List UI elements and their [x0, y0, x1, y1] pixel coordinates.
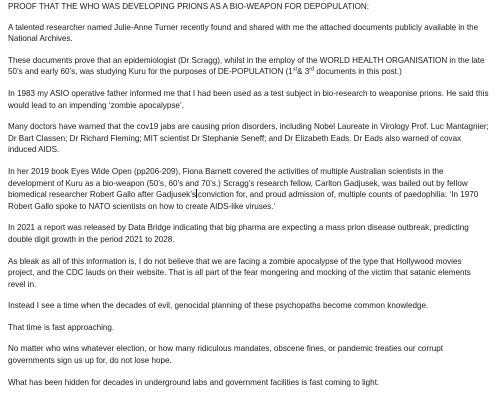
paragraph-documents-proof [8, 55, 490, 78]
paragraph-text: conviction for, and proud admission of, multiple counts of paedophilia: ‘In 1970 Robert Gallo spoke to NATO scientists on how to create AIDS-like viruses.’ [8, 190, 479, 211]
paragraph-do-not-lose-hope [8, 343, 490, 366]
paragraph-text: What has been hidden for decades in underground labs and government facilities is fast coming to light. [8, 377, 380, 387]
paragraph-researcher [8, 22, 490, 45]
paragraph-text: In 2021 a report was released by Data Bridge indicating that big pharma are expecting a mass prion disease outbreak, predicting double digit growth in the period 2021 to 2028. [8, 223, 469, 244]
paragraph-text: In her 2019 book Eyes Wide Open (pp206-209), Fiona Barnett covered the activities of multiple Australian scientists in the development of Kuru as a bio-weapon (50’s, 60’s and 70’s.) Scragg’s research fellow, Carlton Gadjusek, was bailed out by fellow biomedical researcher Robert Gallo after Gadjusek’s [8, 166, 468, 200]
paragraph-text: No matter who wins whatever election, or how many ridiculous mandates, obscene fines, or pandemic treaties our corrupt governments sign us up for, do not lose hope. [8, 344, 444, 366]
paragraph-coming-to-light [8, 377, 490, 389]
heading-text: PROOF THAT THE WHO WAS DEVELOPING PRIONS AS A BIO-WEAPON FOR DEPOPULATION: [8, 2, 369, 11]
superscript-st: st [292, 66, 298, 73]
paragraph-common-knowledge [8, 300, 490, 312]
paragraph-text: In 1983 my ASIO operative father informed me that I had been used as a test subject in bio-research to weaponise prions. He said this would lead to an impending ‘zombie apocalypse’. [8, 88, 489, 110]
paragraph-bleak [8, 256, 490, 291]
paragraph-asio-father [8, 88, 490, 111]
paragraph-report-2021 [8, 222, 490, 245]
paragraph-text: A talented researcher named Julie-Anne Turner recently found and shared with me the attached documents publicly available in the National Archives. [8, 22, 479, 44]
paragraph-text: & 3 [297, 67, 310, 77]
superscript-rd: rd [309, 66, 315, 73]
paragraph-doctors-warned [8, 121, 490, 156]
paragraph-text: That time is fast approaching. [8, 322, 115, 332]
paragraph-fast-approaching [8, 322, 490, 334]
paragraph-text: As bleak as all of this information is, I do not believe that we are facing a zombie apocalypse of the type that Hollywood movies project, and the CDC lauds on their website. That is all part of the fear mongering and mocking of the victim that satanic elements revel in. [8, 256, 471, 289]
paragraph-text: Many doctors have warned that the cov19 jabs are causing prion disorders, including Nobel Laureate in Virology Prof. Luc Mantagnier; Dr Bart Classen; Dr Richard Fleming; MIT scientist Dr Stephanie Seneff; and Dr Elizabeth Eads. Dr Eads also warned of covax induced AIDS. [8, 122, 489, 155]
paragraph-text: Instead I see a time when the decades of evil, genocidal planning of these psychopaths become common knowledge. [8, 301, 429, 311]
paragraph-text: documents in this post.) [314, 67, 402, 77]
document-heading [8, 1, 490, 13]
paragraph-book-reference [8, 166, 490, 212]
paragraph-text: These documents prove that an epidemiologist (Dr Scragg), whilst in the employ of the WORLD HEALTH ORGANISATION in the late 50’s and early 60’s, was studying Kuru for the purposes of DE-POPULATION (1 [8, 55, 485, 77]
